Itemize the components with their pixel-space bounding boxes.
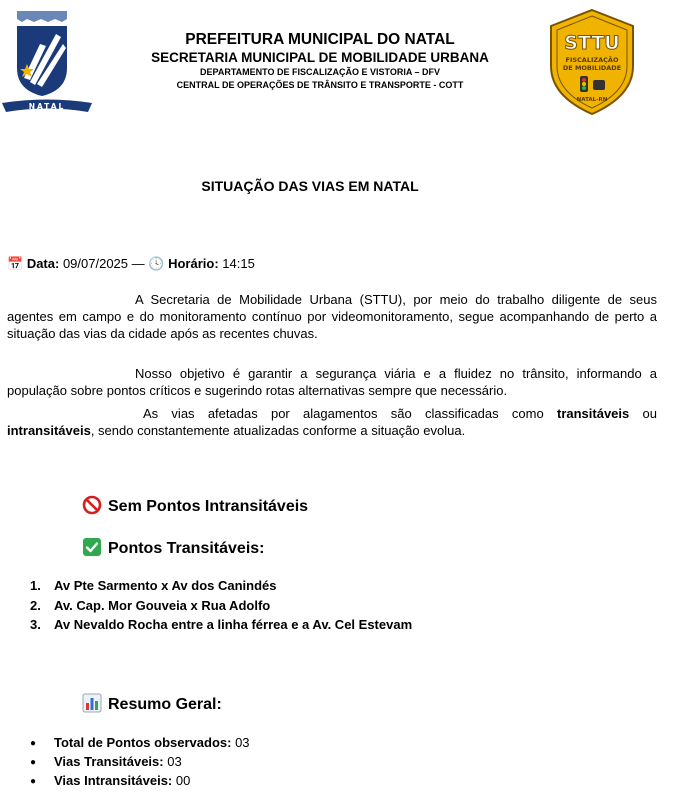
check-mark-icon (82, 537, 102, 557)
header-line-secretaria: SECRETARIA MUNICIPAL DE MOBILIDADE URBANA (151, 50, 489, 65)
header-text-block (95, 30, 545, 92)
bar-chart-icon (82, 693, 102, 713)
list-item (30, 596, 412, 616)
sttu-badge-line1: FISCALIZAÇÃO (565, 56, 619, 64)
list-item-number: 1. (30, 578, 41, 593)
sttu-badge-bottom: NATAL-RN (576, 97, 608, 103)
section-summary (82, 693, 222, 714)
time-label: Horário: (168, 256, 219, 271)
list-item-text: Av Pte Sarmento x Av dos Canindés (54, 578, 277, 593)
date-time-line (7, 255, 255, 273)
classification-text-c: ou (642, 406, 657, 421)
list-item (30, 615, 412, 635)
objective-paragraph: Nosso objetivo é garantir a segurança viária e a fluidez no trânsito, informando a população sobre pontos críticos e sugerindo rotas alternativas sempre que necessário. (7, 366, 657, 398)
date-value: 09/07/2025 (62, 256, 129, 271)
document-header (0, 0, 675, 120)
summary-value: 03 (235, 735, 250, 750)
date-label: Data: (26, 256, 60, 271)
time-value: 14:15 (222, 256, 255, 271)
list-item-number: 3. (30, 617, 41, 632)
bullet-icon: ● (30, 738, 37, 749)
classification-text-a: As vias afetadas por alagamentos são classificadas como (143, 406, 544, 421)
sttu-badge-line2: DE MOBILIDADE (562, 64, 622, 72)
list-item (30, 752, 250, 771)
calendar-icon: 📅 (7, 257, 24, 272)
document-title: SITUAÇÃO DAS VIAS EM NATAL (201, 178, 419, 194)
classification-text-e: , sendo constantemente atualizadas conforme a situação evolua. (90, 423, 466, 438)
section-summary-title: Resumo Geral: (108, 696, 222, 713)
section-no-blocked-points (82, 495, 308, 516)
summary-label: Vias Transitáveis: (54, 754, 164, 769)
header-line-prefeitura: PREFEITURA MUNICIPAL DO NATAL (185, 31, 455, 48)
summary-list (30, 733, 250, 790)
intro-paragraph: A Secretaria de Mobilidade Urbana (STTU), por meio do trabalho diligente de seus agentes em campo e do monitoramento contínuo por videomonitoramento, segue acompanhando de perto a situação das vias da cidade após as recentes chuvas. (7, 292, 657, 341)
sttu-badge-main-text: STTU (564, 32, 620, 54)
header-line-central: CENTRAL DE OPERAÇÕES DE TRÂNSITO E TRANSPORTE - COTT (176, 80, 464, 90)
date-separator: — (131, 256, 145, 271)
summary-label: Total de Pontos observados: (54, 735, 232, 750)
summary-label: Vias Intransitáveis: (54, 773, 173, 788)
natal-logo-text: NATAL (28, 102, 66, 111)
prohibited-icon (82, 495, 102, 515)
list-item-text: Av Nevaldo Rocha entre a linha férrea e a Av. Cel Estevam (54, 617, 413, 632)
natal-coat-of-arms-logo (0, 8, 95, 116)
clock-icon: 🕓 (148, 257, 165, 272)
list-item (30, 733, 250, 752)
summary-value: 00 (175, 773, 191, 788)
bullet-icon: ● (30, 776, 37, 787)
header-line-departamento: DEPARTAMENTO DE FISCALIZAÇÃO E VISTORIA – DFV (199, 67, 441, 77)
section-no-blocked-title: Sem Pontos Intransitáveis (108, 498, 309, 515)
list-item (30, 576, 412, 596)
bullet-icon: ● (30, 757, 37, 768)
passable-points-list (30, 576, 412, 635)
section-passable-title: Pontos Transitáveis: (108, 540, 265, 557)
section-passable-points (82, 537, 265, 558)
sttu-badge-logo (545, 8, 640, 116)
classification-transitaveis: transitáveis (556, 406, 630, 421)
summary-value: 03 (167, 754, 182, 769)
list-item (30, 771, 250, 790)
list-item-text: Av. Cap. Mor Gouveia x Rua Adolfo (54, 597, 271, 613)
classification-intransitaveis: intransitáveis (7, 423, 91, 438)
list-item-number: 2. (30, 597, 41, 613)
classification-paragraph (7, 405, 657, 439)
